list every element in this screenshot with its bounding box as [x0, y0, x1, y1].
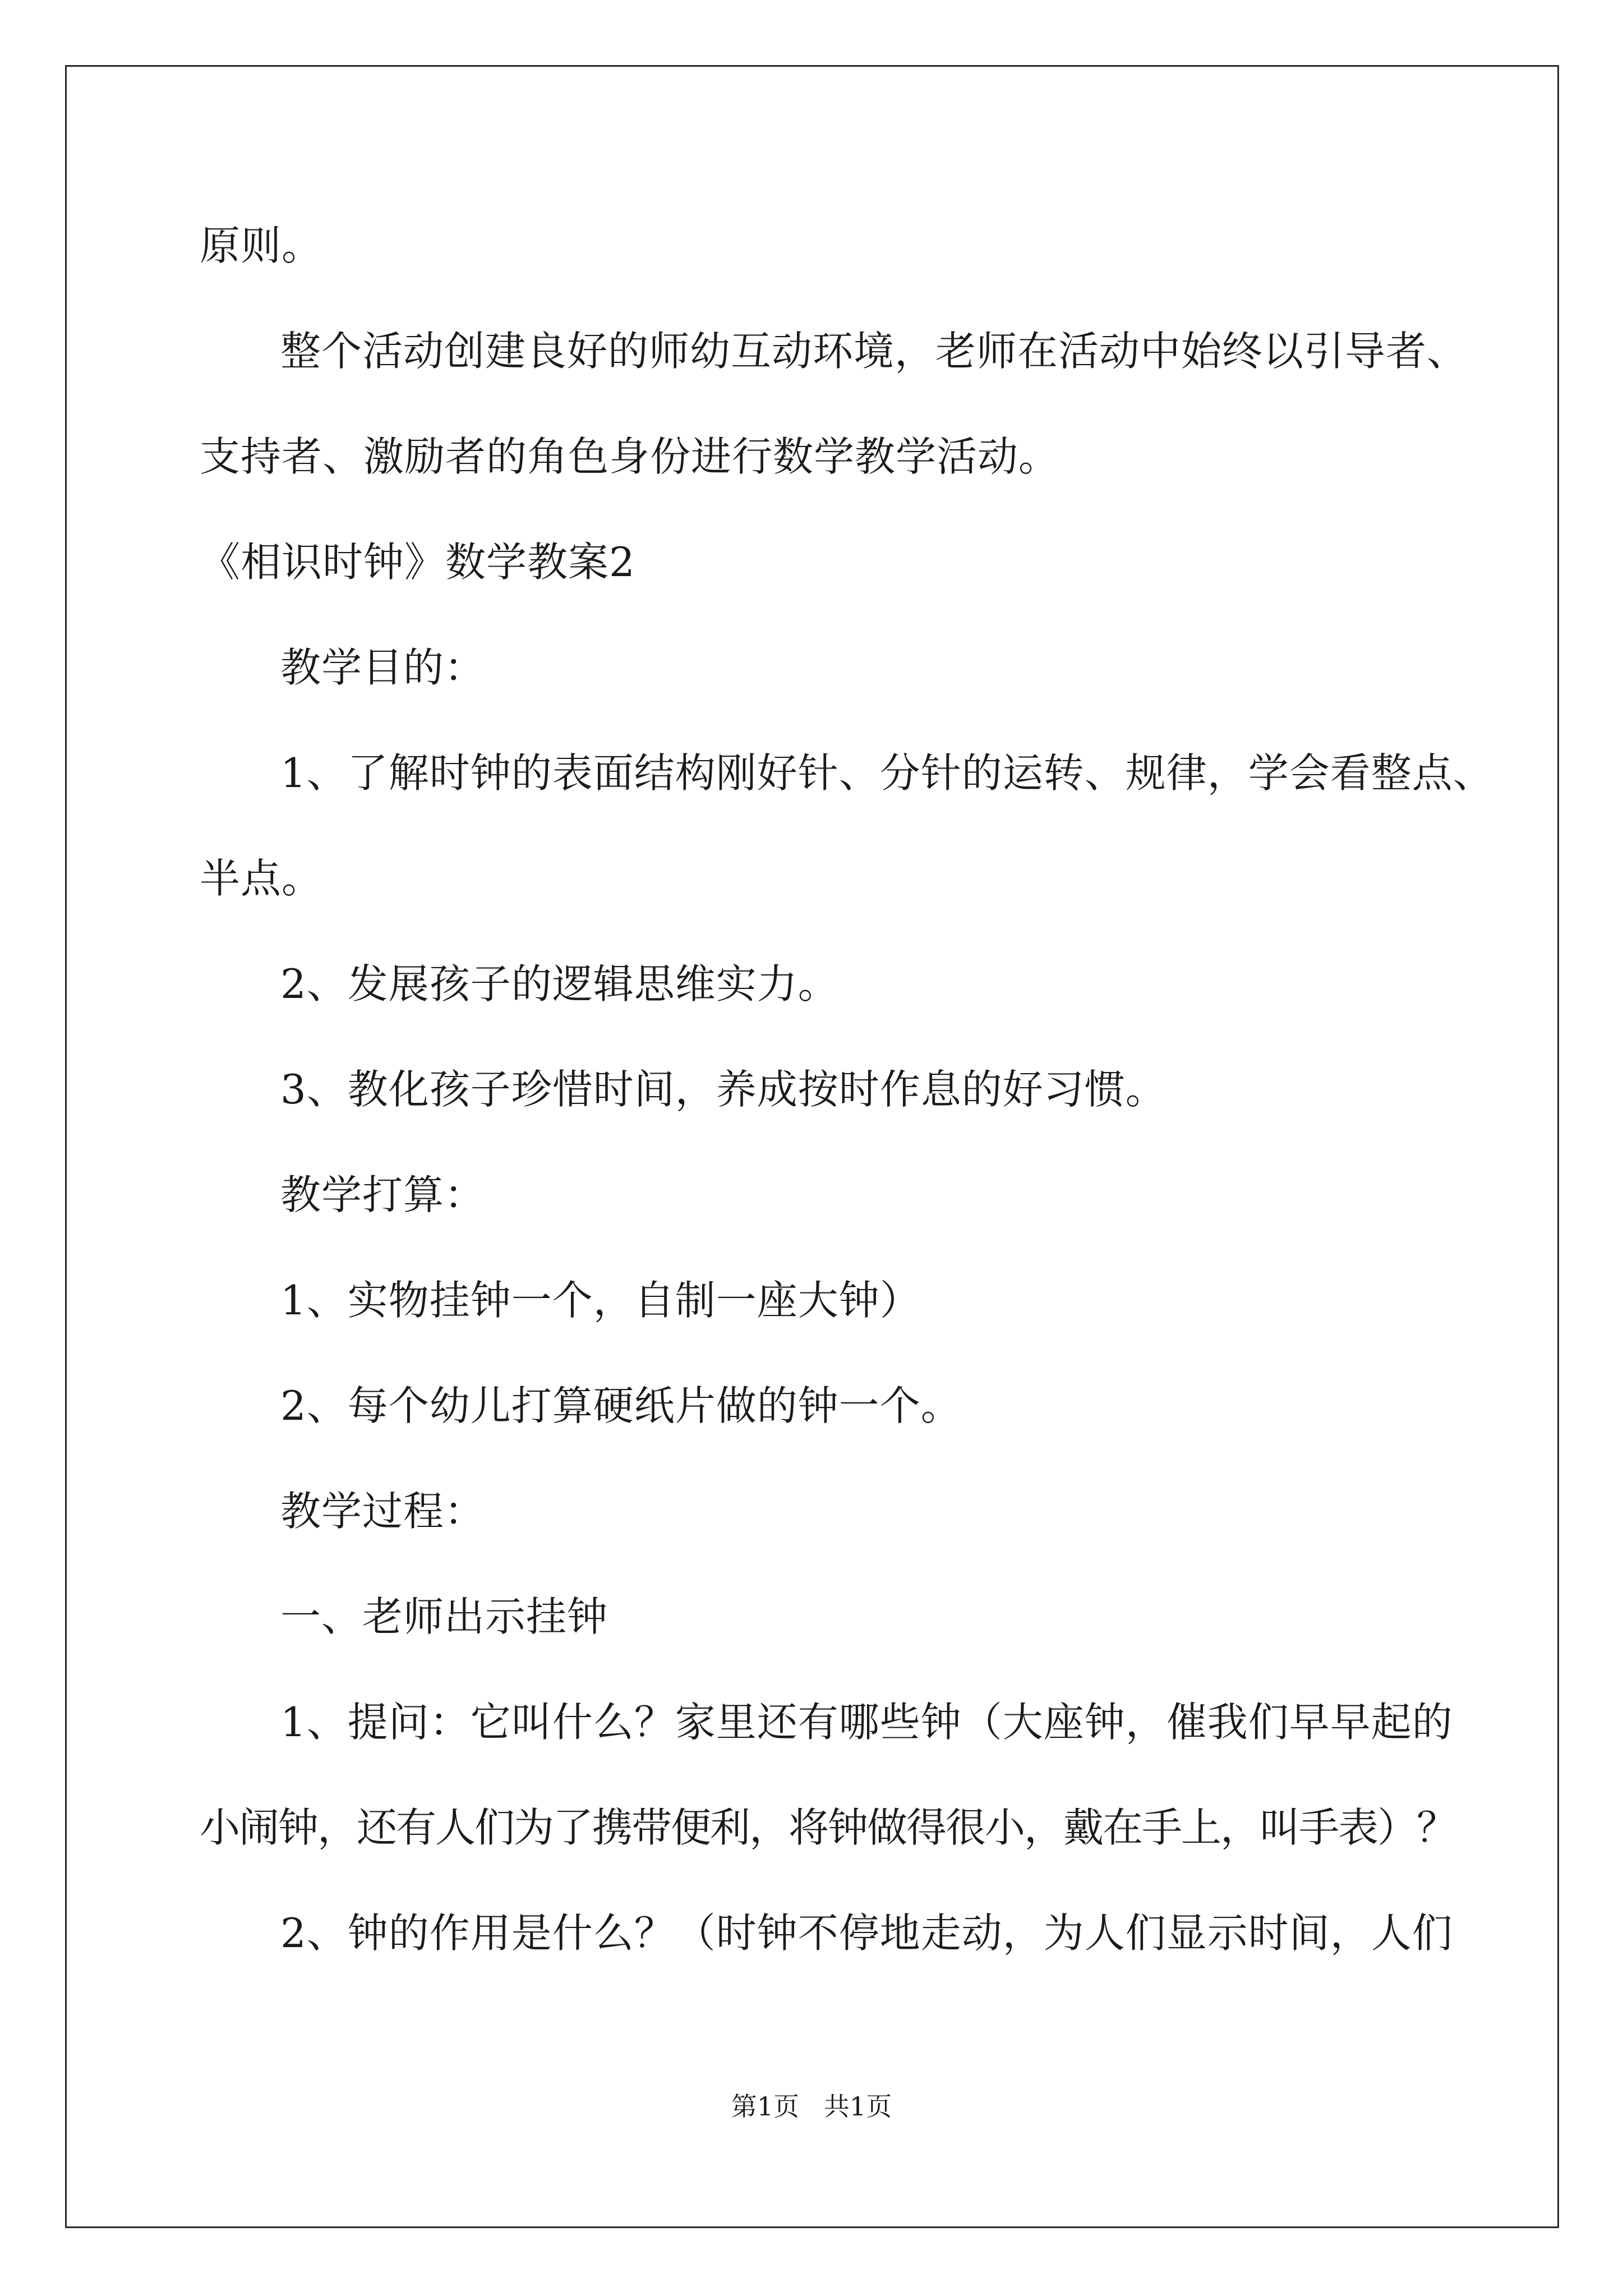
paragraph-line: 2、发展孩子的逻辑思维实力。: [280, 960, 839, 1007]
paragraph-line: 1、提问：它叫什么？家里还有哪些钟（大座钟，催我们早早起的: [280, 1699, 1453, 1746]
paragraph-line: 小闹钟，还有人们为了携带便利，将钟做得很小，戴在手上，叫手表）？: [200, 1804, 1456, 1851]
paragraph-line: 半点。: [200, 855, 323, 902]
section-title: 《相识时钟》数学教案2: [200, 539, 635, 586]
paragraph-line: 3、教化孩子珍惜时间，养成按时作息的好习惯。: [280, 1066, 1166, 1113]
paragraph-line: 教学过程：: [280, 1488, 486, 1535]
paragraph-line: 整个活动创建良好的师幼互动环境，老师在活动中始终以引导者、: [280, 328, 1468, 375]
paragraph-line: 一、老师出示挂钟: [280, 1593, 608, 1640]
paragraph-line: 2、钟的作用是什么？（时钟不停地走动，为人们显示时间，人们: [280, 1910, 1453, 1957]
paragraph-line: 支持者、激励者的角色身份进行数学教学活动。: [200, 433, 1060, 480]
paragraph-line: 教学打算：: [280, 1171, 486, 1218]
paragraph-line: 原则。: [200, 222, 323, 269]
paragraph-line: 2、每个幼儿打算硬纸片做的钟一个。: [280, 1382, 962, 1429]
paragraph-line: 1、实物挂钟一个，自制一座大钟）: [280, 1277, 921, 1324]
paragraph-line: 教学目的：: [280, 644, 486, 691]
paragraph-line: 1、了解时钟的表面结构刚好针、分针的运转、规律，学会看整点、: [280, 749, 1494, 797]
page-border: [65, 65, 1559, 2228]
page-footer: 第1页 共1页: [731, 2091, 892, 2122]
